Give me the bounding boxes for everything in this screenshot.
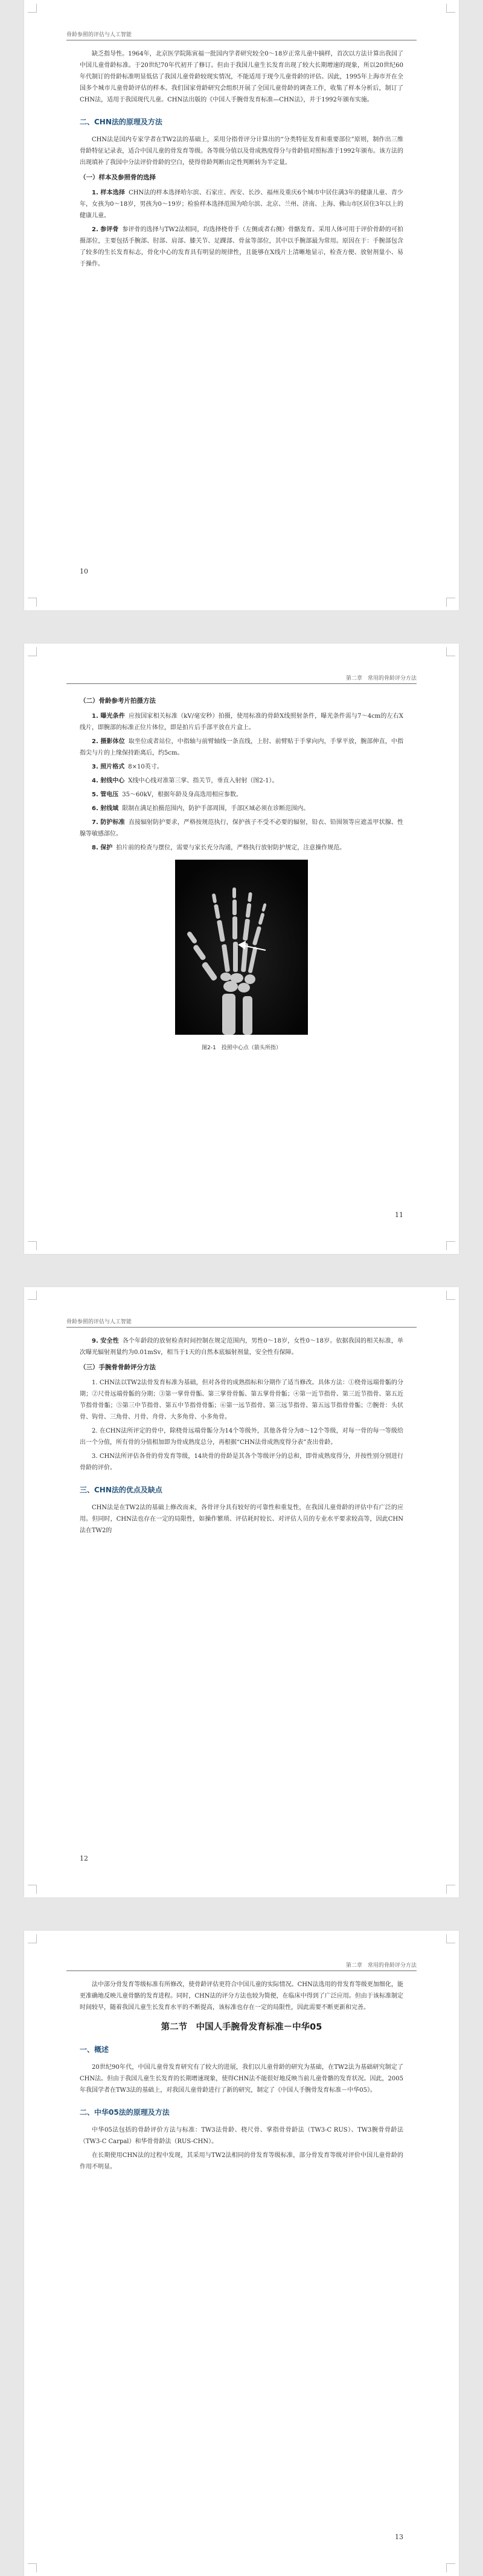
item-text: 各个年龄段的放射检查时间控制在规定范围内，男性0～18岁，女性0～18岁。依据我国的相关标准，单次曝光辐射剂量约为0.01mSv，相当于1天的自然本底辐射剂量，安全性有保障。 <box>80 1338 403 1356</box>
item-text: CHN法的样本选择哈尔滨、石家庄、西安、长沙、福州及重庆6个城市中居住满3年的健康儿童、青少年，女孩为0～18岁，男孩为0～19岁；检验样本选择范围为哈尔滨、北京、兰州、济南、上海、佛山市区居住3年以上的健康儿童。 <box>80 190 403 219</box>
item-text: 35～60kV，根据年龄及身高选用相应参数。 <box>122 791 242 798</box>
crop-mark <box>28 598 37 607</box>
document-page-10 <box>24 0 459 610</box>
item-text: 8×10英寸。 <box>128 764 163 770</box>
paragraph: CHN法是国内专家学者在TW2法的基础上，采用分指骨评分计算出的“分类特征发育和重要部位”原则，制作出三维骨龄特征记录表，适合中国儿童的骨发育等级。各等级分值以及骨成熟度得分与骨龄值对照标准于1992年颁布。该方法的出现填补了我国中分法评价骨龄的空白，使得骨龄判断由定性判断转为半定量。 <box>80 136 403 166</box>
hand-xray-image <box>175 860 308 1035</box>
paragraph: 20世纪90年代，中国儿童骨发育研究有了较大的进展，我们以儿童骨龄的研究为基础，在TW2法为基础研究制定了CHN法。但由于我国儿童生长发育的长期增速现象，使得CHN法不能很好地反映当前儿童骨骼的发育状况。因此，2005年我国学者在TW3法的基础上，对我国儿童骨龄进行了新的研究，制定了《中国人手腕骨发育标准－中华05》。 <box>80 2064 403 2094</box>
paragraph: 法中部分骨发育等级标准有所修改，使骨龄评估更符合中国儿童的实际情况。CHN法选用的骨发育等级更加细化，能更准确地反映儿童骨骼的发育进程。同时，CHN法的评分方法也较为简便，在临床中得到了广泛应用。但由于该标准制定时间较早，随着我国儿童生长发育水平的不断提高，该标准也存在一定的局限性，因此需要不断更新和完善。 <box>80 1981 403 2011</box>
item-text: 直接辐射防护要求，严格按规范执行，保护孩子不受不必要的辐射，铅衣、铅围领等应遮盖甲状腺、性腺等敏感部位。 <box>80 819 403 837</box>
list-item <box>80 711 403 733</box>
item-label: 9. 安全性 <box>92 1338 119 1344</box>
item-label: 3. 照片格式 <box>92 764 125 770</box>
item-label: 2. 参评骨 <box>92 226 119 233</box>
crop-mark <box>446 1291 455 1300</box>
figure-caption: 图2-1 投照中心点（箭头所指） <box>202 1045 281 1051</box>
page-number: 13 <box>395 2533 403 2541</box>
crop-mark <box>446 4 455 13</box>
document-page-13 <box>24 1931 459 2576</box>
item-text: 参评骨的选择与TW2法相同，均选择桡骨手（左侧或者右侧）骨骼发育。采用人体可用于评价骨龄的可拍摄部位，主要包括手腕部、肘部、肩部、膝关节、足踝部、骨盆等部位，其中以手腕部最为常用。原因在于：手腕部包含了较多的生长发育标志，骨化中心的发育具有明显的规律性，且能够在X线片上清晰地显示，检查方便、放射剂量小、易于操作。 <box>80 226 403 267</box>
item-label: 7. 防护标准 <box>92 819 125 826</box>
hand-xray-illustration <box>175 860 308 1035</box>
page-number: 11 <box>395 1211 403 1219</box>
paragraph: 在长期使用CHN法的过程中发现，其采用与TW2法相同的骨发育等级标准，部分骨发育等级对评价中国儿童骨龄的作用不明显。 <box>80 2152 403 2170</box>
page-number: 12 <box>80 1855 88 1862</box>
paragraph: 缺乏指导性。1964年，北京医学院陈寅福一批国内学者研究较全0～18岁正常儿童中摘样，首次以方法计算出我国了中国儿童骨龄标准。于20世纪70年代初开了修订。但由于我国儿童生长发育出现了较大长期增速的现象，所以20世纪60年代制订的骨龄标准明显低估了我国儿童骨龄较现实情况，不能适用于现今儿童骨龄的评估。因此，1995年上海市开在全国多个城市儿童骨龄评估的样本。我们国家骨龄研究会组织开展了全国儿童骨龄的调查工作，收集了样本分析后，制订了CHN法，适用于我国现代儿童。CHN法出版的《中国人手腕骨发育标准—CHN法》，并于1992年颁布实施。 <box>80 51 403 103</box>
item-text: 拍片前的检查与摆位，需要与家长充分沟通，严格执行放射防护规定，注意操作规范。 <box>116 845 346 851</box>
crop-mark <box>446 2563 455 2572</box>
running-header: 第二章 常用的骨龄评分方法 <box>345 676 417 682</box>
list-item <box>80 803 403 814</box>
page-body <box>80 48 403 272</box>
page-number: 10 <box>80 567 88 575</box>
crop-mark <box>28 1885 37 1894</box>
item-label: 8. 保护 <box>92 845 113 851</box>
section-heading: 二、中华05法的原理及方法 <box>80 2108 170 2117</box>
crop-mark <box>28 1291 37 1300</box>
document-page-12 <box>24 1287 459 1897</box>
subsection-heading: （二）骨龄参考片拍摄方法 <box>80 697 156 705</box>
item-text: X线中心线对准第三掌、指关节，垂直入射射（图2-1）。 <box>128 778 278 784</box>
item-label: 5. 管电压 <box>92 791 119 798</box>
crop-mark <box>446 1934 455 1943</box>
crop-mark <box>28 2563 37 2572</box>
list-item <box>80 775 403 787</box>
running-header: 骨龄参照的评估与人工智能 <box>66 32 132 38</box>
paragraph: 中华05法包括的骨龄评价方法与标准：TW3法骨龄、桡尺骨、掌指骨骨龄法（TW3-C RUS）、TW3腕骨骨龄法（TW3-C Carpal）和华骨骨龄法（RUS-CHN）。 <box>80 2127 403 2145</box>
page-body <box>80 692 403 1059</box>
item-text: 应按国家相关标准（kV/毫安秒）拍摄，使用标准的骨龄X线照射条件，曝光条件需与7～4cm的左右X线片，即腕部的标准正位片体位，即是拍片后手部平放在片盒上。 <box>80 713 403 731</box>
item-text: 取坐位或者站位，中指轴与前臂轴线一条直线，上肘、前臂贴于手掌向内，手掌平放，腕部伸直，中指指尖与片的上缘保持距离后，约5cm。 <box>80 738 403 756</box>
list-item <box>80 842 403 854</box>
section-heading: 一、概述 <box>80 2045 109 2054</box>
crop-mark <box>446 647 455 656</box>
document-page-11 <box>24 644 459 1254</box>
running-header: 骨龄参照的评估与人工智能 <box>66 1319 132 1325</box>
paragraph: 1. CHN法以TW2法骨发育标准为基础，但对各骨的成熟指标和分期作了适当修改。具体方法：①桡骨远端骨骺的分期；②尺骨远端骨骺的分期；③第一掌骨骨骺、第三掌骨骨骺、第五掌骨骨骺；④第一近节指骨、第三近节指骨、第五近节指骨骨骺；⑤第三中节指骨、第五中节指骨骨骺；⑥第一远节指骨、第三远节指骨、第五远节指骨骨骺；⑦腕骨：头状骨、钩骨、三角骨、月骨、舟骨、大多角骨、小多角骨。 <box>80 1379 403 1421</box>
crop-mark <box>446 598 455 607</box>
section-heading: 三、CHN法的优点及缺点 <box>80 1486 162 1494</box>
list-item <box>80 789 403 801</box>
crop-mark <box>28 1241 37 1250</box>
figure <box>80 860 403 1054</box>
list-item <box>80 736 403 759</box>
subsection-heading: （三）手腕骨骨龄评分方法 <box>80 1364 156 1371</box>
list-item <box>80 761 403 773</box>
section-heading: 二、CHN法的原理及方法 <box>80 118 162 126</box>
item-label: 1. 曝光条件 <box>92 713 125 720</box>
paragraph: CHN法是在TW2法的基础上修改而来，各骨评分具有较好的可靠性和重复性，在我国儿童骨龄的评估中有广泛的应用。但同时，CHN法也存在一定的局限性，如操作繁琐、评估耗时较长、对评估人员的专业水平要求较高等，因此CHN法在TW2的 <box>80 1504 403 1534</box>
item-label: 2. 摄影体位 <box>92 738 125 745</box>
subsection-heading: （一）样本及参照骨的选择 <box>80 174 156 181</box>
item-label: 6. 射线域 <box>92 805 119 812</box>
list-item <box>80 1335 403 1358</box>
running-header: 第二章 常用的骨龄评分方法 <box>345 1963 417 1969</box>
page-body <box>80 1335 403 1539</box>
page-body <box>80 1979 403 2175</box>
list-item <box>80 817 403 840</box>
chapter-section-title: 第二节 中国人手腕骨发育标准－中华05 <box>161 2022 322 2032</box>
crop-mark <box>446 1241 455 1250</box>
item-label: 4. 射线中心 <box>92 778 125 784</box>
item-text: 限制在满足拍摄范围内，防护手部周围，手部区域必须在诊断范围内。 <box>122 805 310 812</box>
list-item <box>80 187 403 222</box>
crop-mark <box>28 1934 37 1943</box>
crop-mark <box>28 4 37 13</box>
paragraph: 2. 在CHN法所评定的骨中，除桡骨远端骨骺分为14个等级外，其他各骨分为8～12个等级，对每一骨的每一等级给出一个分值，所有骨的分值相加即为骨成熟度总分，再根据“CHN法骨成熟度得分表”查出骨龄。 <box>80 1428 403 1446</box>
crop-mark <box>28 647 37 656</box>
paragraph: 3. CHN法所评估各骨的骨发育等级，14块骨的骨龄是其各个等级评分的总和，即骨成熟度得分，并按性别分别进行骨龄的评价。 <box>80 1453 403 1471</box>
list-item <box>80 224 403 270</box>
crop-mark <box>446 1885 455 1894</box>
item-label: 1. 样本选择 <box>92 190 126 196</box>
